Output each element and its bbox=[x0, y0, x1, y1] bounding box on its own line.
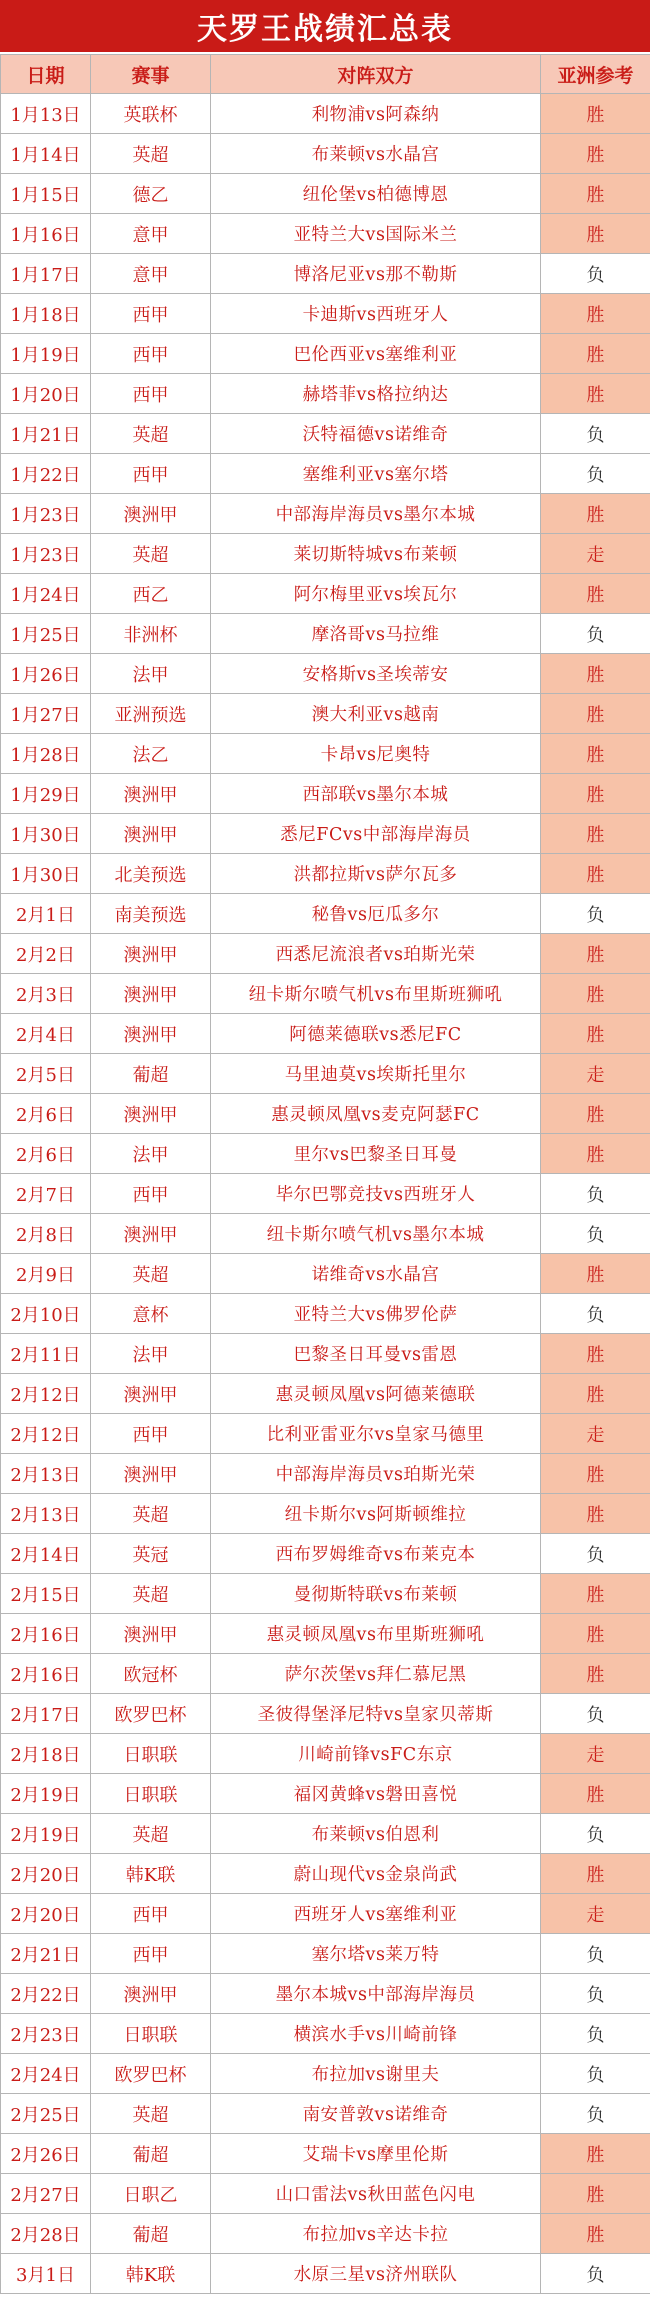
date-cell: 2月3日 bbox=[1, 974, 91, 1014]
date-cell: 2月4日 bbox=[1, 1014, 91, 1054]
table-row bbox=[1, 254, 650, 294]
table-row bbox=[1, 934, 650, 974]
match-cell: 纽卡斯尔喷气机vs墨尔本城 bbox=[211, 1214, 541, 1254]
table-row bbox=[1, 1054, 650, 1094]
result-cell: 负 bbox=[541, 1174, 650, 1214]
event-cell: 澳洲甲 bbox=[91, 1374, 211, 1414]
table-row bbox=[1, 2214, 650, 2254]
match-cell: 墨尔本城vs中部海岸海员 bbox=[211, 1974, 541, 2014]
event-cell: 英超 bbox=[91, 134, 211, 174]
match-cell: 福冈黄蜂vs磐田喜悦 bbox=[211, 1774, 541, 1814]
event-cell: 英超 bbox=[91, 414, 211, 454]
match-cell: 博洛尼亚vs那不勒斯 bbox=[211, 254, 541, 294]
match-cell: 亚特兰大vs国际米兰 bbox=[211, 214, 541, 254]
table-row bbox=[1, 2054, 650, 2094]
match-cell: 西班牙人vs塞维利亚 bbox=[211, 1894, 541, 1934]
date-cell: 2月13日 bbox=[1, 1494, 91, 1534]
result-cell: 胜 bbox=[541, 934, 650, 974]
date-cell: 1月17日 bbox=[1, 254, 91, 294]
result-cell: 胜 bbox=[541, 1374, 650, 1414]
table-row bbox=[1, 654, 650, 694]
result-cell: 胜 bbox=[541, 1014, 650, 1054]
result-cell: 负 bbox=[541, 2054, 650, 2094]
event-cell: 日职联 bbox=[91, 2014, 211, 2054]
match-cell: 澳大利亚vs越南 bbox=[211, 694, 541, 734]
event-cell: 西乙 bbox=[91, 574, 211, 614]
event-cell: 英超 bbox=[91, 534, 211, 574]
event-cell: 英超 bbox=[91, 2094, 211, 2134]
result-cell: 胜 bbox=[541, 494, 650, 534]
table-row bbox=[1, 574, 650, 614]
result-cell: 负 bbox=[541, 414, 650, 454]
result-cell: 胜 bbox=[541, 654, 650, 694]
date-cell: 1月23日 bbox=[1, 494, 91, 534]
table-row bbox=[1, 2254, 650, 2294]
date-cell: 2月12日 bbox=[1, 1414, 91, 1454]
table-row bbox=[1, 1494, 650, 1534]
result-cell: 胜 bbox=[541, 1774, 650, 1814]
result-cell: 胜 bbox=[541, 1254, 650, 1294]
date-cell: 1月25日 bbox=[1, 614, 91, 654]
event-cell: 英联杯 bbox=[91, 94, 211, 134]
table-row bbox=[1, 1334, 650, 1374]
result-cell: 负 bbox=[541, 1934, 650, 1974]
date-cell: 2月19日 bbox=[1, 1774, 91, 1814]
result-cell: 走 bbox=[541, 534, 650, 574]
table-row bbox=[1, 894, 650, 934]
event-cell: 法甲 bbox=[91, 1134, 211, 1174]
table-row bbox=[1, 2094, 650, 2134]
event-cell: 南美预选 bbox=[91, 894, 211, 934]
table-row bbox=[1, 1094, 650, 1134]
event-cell: 亚洲预选 bbox=[91, 694, 211, 734]
event-cell: 葡超 bbox=[91, 2134, 211, 2174]
table-row bbox=[1, 534, 650, 574]
table-row bbox=[1, 1534, 650, 1574]
result-cell: 负 bbox=[541, 1534, 650, 1574]
date-cell: 2月6日 bbox=[1, 1134, 91, 1174]
match-cell: 惠灵顿凤凰vs麦克阿瑟FC bbox=[211, 1094, 541, 1134]
date-cell: 2月26日 bbox=[1, 2134, 91, 2174]
match-cell: 纽卡斯尔喷气机vs布里斯班狮吼 bbox=[211, 974, 541, 1014]
date-cell: 2月25日 bbox=[1, 2094, 91, 2134]
date-cell: 1月26日 bbox=[1, 654, 91, 694]
date-cell: 2月9日 bbox=[1, 1254, 91, 1294]
result-cell: 负 bbox=[541, 2094, 650, 2134]
event-cell: 英超 bbox=[91, 1254, 211, 1294]
result-cell: 胜 bbox=[541, 2134, 650, 2174]
date-cell: 2月20日 bbox=[1, 1894, 91, 1934]
match-cell: 纽伦堡vs柏德博恩 bbox=[211, 174, 541, 214]
event-cell: 澳洲甲 bbox=[91, 1014, 211, 1054]
match-cell: 卡昂vs尼奥特 bbox=[211, 734, 541, 774]
match-cell: 山口雷法vs秋田蓝色闪电 bbox=[211, 2174, 541, 2214]
match-cell: 横滨水手vs川崎前锋 bbox=[211, 2014, 541, 2054]
match-cell: 布拉加vs辛达卡拉 bbox=[211, 2214, 541, 2254]
date-cell: 2月19日 bbox=[1, 1814, 91, 1854]
table-row bbox=[1, 334, 650, 374]
event-cell: 日职乙 bbox=[91, 2174, 211, 2214]
event-cell: 西甲 bbox=[91, 454, 211, 494]
match-cell: 阿尔梅里亚vs埃瓦尔 bbox=[211, 574, 541, 614]
date-cell: 1月15日 bbox=[1, 174, 91, 214]
event-cell: 日职联 bbox=[91, 1734, 211, 1774]
results-table bbox=[0, 54, 650, 2294]
result-cell: 负 bbox=[541, 1974, 650, 2014]
match-cell: 圣彼得堡泽尼特vs皇家贝蒂斯 bbox=[211, 1694, 541, 1734]
table-row bbox=[1, 1814, 650, 1854]
match-cell: 曼彻斯特联vs布莱顿 bbox=[211, 1574, 541, 1614]
table-row bbox=[1, 134, 650, 174]
match-cell: 布莱顿vs伯恩利 bbox=[211, 1814, 541, 1854]
event-cell: 西甲 bbox=[91, 334, 211, 374]
table-row bbox=[1, 1614, 650, 1654]
result-cell: 胜 bbox=[541, 294, 650, 334]
match-cell: 洪都拉斯vs萨尔瓦多 bbox=[211, 854, 541, 894]
event-cell: 欧冠杯 bbox=[91, 1654, 211, 1694]
table-row bbox=[1, 174, 650, 214]
table-row bbox=[1, 214, 650, 254]
event-cell: 英冠 bbox=[91, 1534, 211, 1574]
result-cell: 胜 bbox=[541, 1574, 650, 1614]
result-cell: 负 bbox=[541, 454, 650, 494]
event-cell: 西甲 bbox=[91, 1414, 211, 1454]
result-cell: 胜 bbox=[541, 1654, 650, 1694]
match-cell: 阿德莱德联vs悉尼FC bbox=[211, 1014, 541, 1054]
match-cell: 毕尔巴鄂竞技vs西班牙人 bbox=[211, 1174, 541, 1214]
date-cell: 1月18日 bbox=[1, 294, 91, 334]
date-cell: 2月23日 bbox=[1, 2014, 91, 2054]
result-cell: 胜 bbox=[541, 734, 650, 774]
table-row bbox=[1, 1294, 650, 1334]
event-cell: 澳洲甲 bbox=[91, 934, 211, 974]
date-cell: 2月14日 bbox=[1, 1534, 91, 1574]
match-cell: 秘鲁vs厄瓜多尔 bbox=[211, 894, 541, 934]
table-row bbox=[1, 1734, 650, 1774]
event-cell: 欧罗巴杯 bbox=[91, 2054, 211, 2094]
date-cell: 2月27日 bbox=[1, 2174, 91, 2214]
table-row bbox=[1, 1854, 650, 1894]
result-cell: 走 bbox=[541, 1894, 650, 1934]
match-cell: 中部海岸海员vs墨尔本城 bbox=[211, 494, 541, 534]
date-cell: 2月12日 bbox=[1, 1374, 91, 1414]
event-cell: 韩K联 bbox=[91, 2254, 211, 2294]
match-cell: 中部海岸海员vs珀斯光荣 bbox=[211, 1454, 541, 1494]
match-cell: 巴黎圣日耳曼vs雷恩 bbox=[211, 1334, 541, 1374]
result-cell: 胜 bbox=[541, 574, 650, 614]
table-row bbox=[1, 814, 650, 854]
header-date: 日期 bbox=[1, 55, 91, 94]
event-cell: 英超 bbox=[91, 1574, 211, 1614]
result-cell: 负 bbox=[541, 254, 650, 294]
result-cell: 胜 bbox=[541, 174, 650, 214]
result-cell: 负 bbox=[541, 1214, 650, 1254]
date-cell: 2月6日 bbox=[1, 1094, 91, 1134]
event-cell: 西甲 bbox=[91, 1894, 211, 1934]
table-row bbox=[1, 1934, 650, 1974]
result-cell: 胜 bbox=[541, 374, 650, 414]
date-cell: 2月2日 bbox=[1, 934, 91, 974]
event-cell: 澳洲甲 bbox=[91, 774, 211, 814]
result-cell: 胜 bbox=[541, 214, 650, 254]
result-cell: 胜 bbox=[541, 334, 650, 374]
date-cell: 2月17日 bbox=[1, 1694, 91, 1734]
result-cell: 走 bbox=[541, 1734, 650, 1774]
table-row bbox=[1, 694, 650, 734]
table-row bbox=[1, 1174, 650, 1214]
result-cell: 胜 bbox=[541, 1334, 650, 1374]
header-match: 对阵双方 bbox=[211, 55, 541, 94]
result-cell: 胜 bbox=[541, 854, 650, 894]
result-cell: 胜 bbox=[541, 94, 650, 134]
match-cell: 巴伦西亚vs塞维利亚 bbox=[211, 334, 541, 374]
result-cell: 走 bbox=[541, 1054, 650, 1094]
date-cell: 2月16日 bbox=[1, 1614, 91, 1654]
date-cell: 2月1日 bbox=[1, 894, 91, 934]
event-cell: 法甲 bbox=[91, 654, 211, 694]
event-cell: 法乙 bbox=[91, 734, 211, 774]
date-cell: 1月19日 bbox=[1, 334, 91, 374]
result-cell: 胜 bbox=[541, 974, 650, 1014]
match-cell: 纽卡斯尔vs阿斯顿维拉 bbox=[211, 1494, 541, 1534]
match-cell: 布莱顿vs水晶宫 bbox=[211, 134, 541, 174]
event-cell: 澳洲甲 bbox=[91, 1454, 211, 1494]
date-cell: 2月16日 bbox=[1, 1654, 91, 1694]
match-cell: 莱切斯特城vs布莱顿 bbox=[211, 534, 541, 574]
table-row bbox=[1, 1374, 650, 1414]
event-cell: 德乙 bbox=[91, 174, 211, 214]
result-cell: 胜 bbox=[541, 694, 650, 734]
match-cell: 赫塔菲vs格拉纳达 bbox=[211, 374, 541, 414]
date-cell: 2月24日 bbox=[1, 2054, 91, 2094]
event-cell: 澳洲甲 bbox=[91, 494, 211, 534]
table-row bbox=[1, 374, 650, 414]
table-row bbox=[1, 1454, 650, 1494]
result-cell: 胜 bbox=[541, 2214, 650, 2254]
match-cell: 利物浦vs阿森纳 bbox=[211, 94, 541, 134]
event-cell: 澳洲甲 bbox=[91, 974, 211, 1014]
event-cell: 法甲 bbox=[91, 1334, 211, 1374]
table-row bbox=[1, 734, 650, 774]
date-cell: 1月30日 bbox=[1, 854, 91, 894]
event-cell: 澳洲甲 bbox=[91, 1974, 211, 2014]
table-row bbox=[1, 974, 650, 1014]
event-cell: 欧罗巴杯 bbox=[91, 1694, 211, 1734]
table-row bbox=[1, 454, 650, 494]
table-body bbox=[1, 94, 650, 2294]
date-cell: 2月28日 bbox=[1, 2214, 91, 2254]
date-cell: 1月27日 bbox=[1, 694, 91, 734]
match-cell: 西布罗姆维奇vs布莱克本 bbox=[211, 1534, 541, 1574]
header-event: 赛事 bbox=[91, 55, 211, 94]
table-row bbox=[1, 494, 650, 534]
event-cell: 意甲 bbox=[91, 214, 211, 254]
event-cell: 葡超 bbox=[91, 2214, 211, 2254]
date-cell: 2月5日 bbox=[1, 1054, 91, 1094]
result-cell: 负 bbox=[541, 614, 650, 654]
result-cell: 负 bbox=[541, 2254, 650, 2294]
match-cell: 蔚山现代vs金泉尚武 bbox=[211, 1854, 541, 1894]
header-asian: 亚洲参考 bbox=[541, 55, 650, 94]
result-cell: 胜 bbox=[541, 774, 650, 814]
table-row bbox=[1, 1694, 650, 1734]
table-row bbox=[1, 94, 650, 134]
date-cell: 1月30日 bbox=[1, 814, 91, 854]
match-cell: 水原三星vs济州联队 bbox=[211, 2254, 541, 2294]
event-cell: 澳洲甲 bbox=[91, 1614, 211, 1654]
match-cell: 塞维利亚vs塞尔塔 bbox=[211, 454, 541, 494]
event-cell: 澳洲甲 bbox=[91, 814, 211, 854]
table-row bbox=[1, 1974, 650, 2014]
match-cell: 川崎前锋vsFC东京 bbox=[211, 1734, 541, 1774]
match-cell: 比利亚雷亚尔vs皇家马德里 bbox=[211, 1414, 541, 1454]
date-cell: 2月7日 bbox=[1, 1174, 91, 1214]
match-cell: 布拉加vs谢里夫 bbox=[211, 2054, 541, 2094]
result-cell: 胜 bbox=[541, 134, 650, 174]
table-row bbox=[1, 1014, 650, 1054]
match-cell: 卡迪斯vs西班牙人 bbox=[211, 294, 541, 334]
match-cell: 摩洛哥vs马拉维 bbox=[211, 614, 541, 654]
table-row bbox=[1, 1574, 650, 1614]
event-cell: 非洲杯 bbox=[91, 614, 211, 654]
table-row bbox=[1, 1414, 650, 1454]
date-cell: 1月22日 bbox=[1, 454, 91, 494]
match-cell: 塞尔塔vs莱万特 bbox=[211, 1934, 541, 1974]
date-cell: 1月14日 bbox=[1, 134, 91, 174]
event-cell: 葡超 bbox=[91, 1054, 211, 1094]
result-cell: 胜 bbox=[541, 1454, 650, 1494]
table-row bbox=[1, 2134, 650, 2174]
result-cell: 负 bbox=[541, 1694, 650, 1734]
match-cell: 南安普敦vs诺维奇 bbox=[211, 2094, 541, 2134]
table-row bbox=[1, 2014, 650, 2054]
event-cell: 日职联 bbox=[91, 1774, 211, 1814]
table-row bbox=[1, 1894, 650, 1934]
date-cell: 1月28日 bbox=[1, 734, 91, 774]
table-header-row bbox=[1, 55, 650, 94]
table-row bbox=[1, 854, 650, 894]
match-cell: 诺维奇vs水晶宫 bbox=[211, 1254, 541, 1294]
table-row bbox=[1, 774, 650, 814]
date-cell: 2月20日 bbox=[1, 1854, 91, 1894]
event-cell: 英超 bbox=[91, 1814, 211, 1854]
event-cell: 西甲 bbox=[91, 1174, 211, 1214]
table-row bbox=[1, 614, 650, 654]
date-cell: 1月21日 bbox=[1, 414, 91, 454]
result-cell: 负 bbox=[541, 2014, 650, 2054]
event-cell: 韩K联 bbox=[91, 1854, 211, 1894]
table-row bbox=[1, 1254, 650, 1294]
match-cell: 安格斯vs圣埃蒂安 bbox=[211, 654, 541, 694]
event-cell: 北美预选 bbox=[91, 854, 211, 894]
match-cell: 沃特福德vs诺维奇 bbox=[211, 414, 541, 454]
event-cell: 西甲 bbox=[91, 1934, 211, 1974]
table-row bbox=[1, 1654, 650, 1694]
date-cell: 2月13日 bbox=[1, 1454, 91, 1494]
result-cell: 胜 bbox=[541, 814, 650, 854]
result-cell: 胜 bbox=[541, 1854, 650, 1894]
table-row bbox=[1, 2174, 650, 2214]
date-cell: 2月10日 bbox=[1, 1294, 91, 1334]
date-cell: 2月18日 bbox=[1, 1734, 91, 1774]
match-cell: 亚特兰大vs佛罗伦萨 bbox=[211, 1294, 541, 1334]
result-cell: 负 bbox=[541, 894, 650, 934]
event-cell: 意甲 bbox=[91, 254, 211, 294]
date-cell: 2月21日 bbox=[1, 1934, 91, 1974]
match-cell: 惠灵顿凤凰vs阿德莱德联 bbox=[211, 1374, 541, 1414]
page-title: 天罗王战绩汇总表 bbox=[0, 0, 650, 54]
table-row bbox=[1, 1214, 650, 1254]
date-cell: 3月1日 bbox=[1, 2254, 91, 2294]
match-cell: 马里迪莫vs埃斯托里尔 bbox=[211, 1054, 541, 1094]
match-cell: 萨尔茨堡vs拜仁慕尼黑 bbox=[211, 1654, 541, 1694]
event-cell: 澳洲甲 bbox=[91, 1214, 211, 1254]
date-cell: 1月13日 bbox=[1, 94, 91, 134]
event-cell: 西甲 bbox=[91, 374, 211, 414]
result-cell: 负 bbox=[541, 1294, 650, 1334]
result-cell: 胜 bbox=[541, 1094, 650, 1134]
table-row bbox=[1, 1134, 650, 1174]
result-cell: 胜 bbox=[541, 1134, 650, 1174]
result-cell: 胜 bbox=[541, 1614, 650, 1654]
table-row bbox=[1, 1774, 650, 1814]
date-cell: 2月15日 bbox=[1, 1574, 91, 1614]
result-cell: 胜 bbox=[541, 2174, 650, 2214]
result-cell: 走 bbox=[541, 1414, 650, 1454]
match-cell: 悉尼FCvs中部海岸海员 bbox=[211, 814, 541, 854]
date-cell: 2月22日 bbox=[1, 1974, 91, 2014]
result-cell: 胜 bbox=[541, 1494, 650, 1534]
date-cell: 1月29日 bbox=[1, 774, 91, 814]
date-cell: 1月23日 bbox=[1, 534, 91, 574]
event-cell: 澳洲甲 bbox=[91, 1094, 211, 1134]
result-cell: 负 bbox=[541, 1814, 650, 1854]
table-row bbox=[1, 294, 650, 334]
date-cell: 1月20日 bbox=[1, 374, 91, 414]
match-cell: 西部联vs墨尔本城 bbox=[211, 774, 541, 814]
event-cell: 意杯 bbox=[91, 1294, 211, 1334]
date-cell: 2月8日 bbox=[1, 1214, 91, 1254]
event-cell: 西甲 bbox=[91, 294, 211, 334]
table-row bbox=[1, 414, 650, 454]
event-cell: 英超 bbox=[91, 1494, 211, 1534]
match-cell: 里尔vs巴黎圣日耳曼 bbox=[211, 1134, 541, 1174]
date-cell: 1月16日 bbox=[1, 214, 91, 254]
match-cell: 艾瑞卡vs摩里伦斯 bbox=[211, 2134, 541, 2174]
match-cell: 惠灵顿凤凰vs布里斯班狮吼 bbox=[211, 1614, 541, 1654]
date-cell: 2月11日 bbox=[1, 1334, 91, 1374]
date-cell: 1月24日 bbox=[1, 574, 91, 614]
match-cell: 西悉尼流浪者vs珀斯光荣 bbox=[211, 934, 541, 974]
